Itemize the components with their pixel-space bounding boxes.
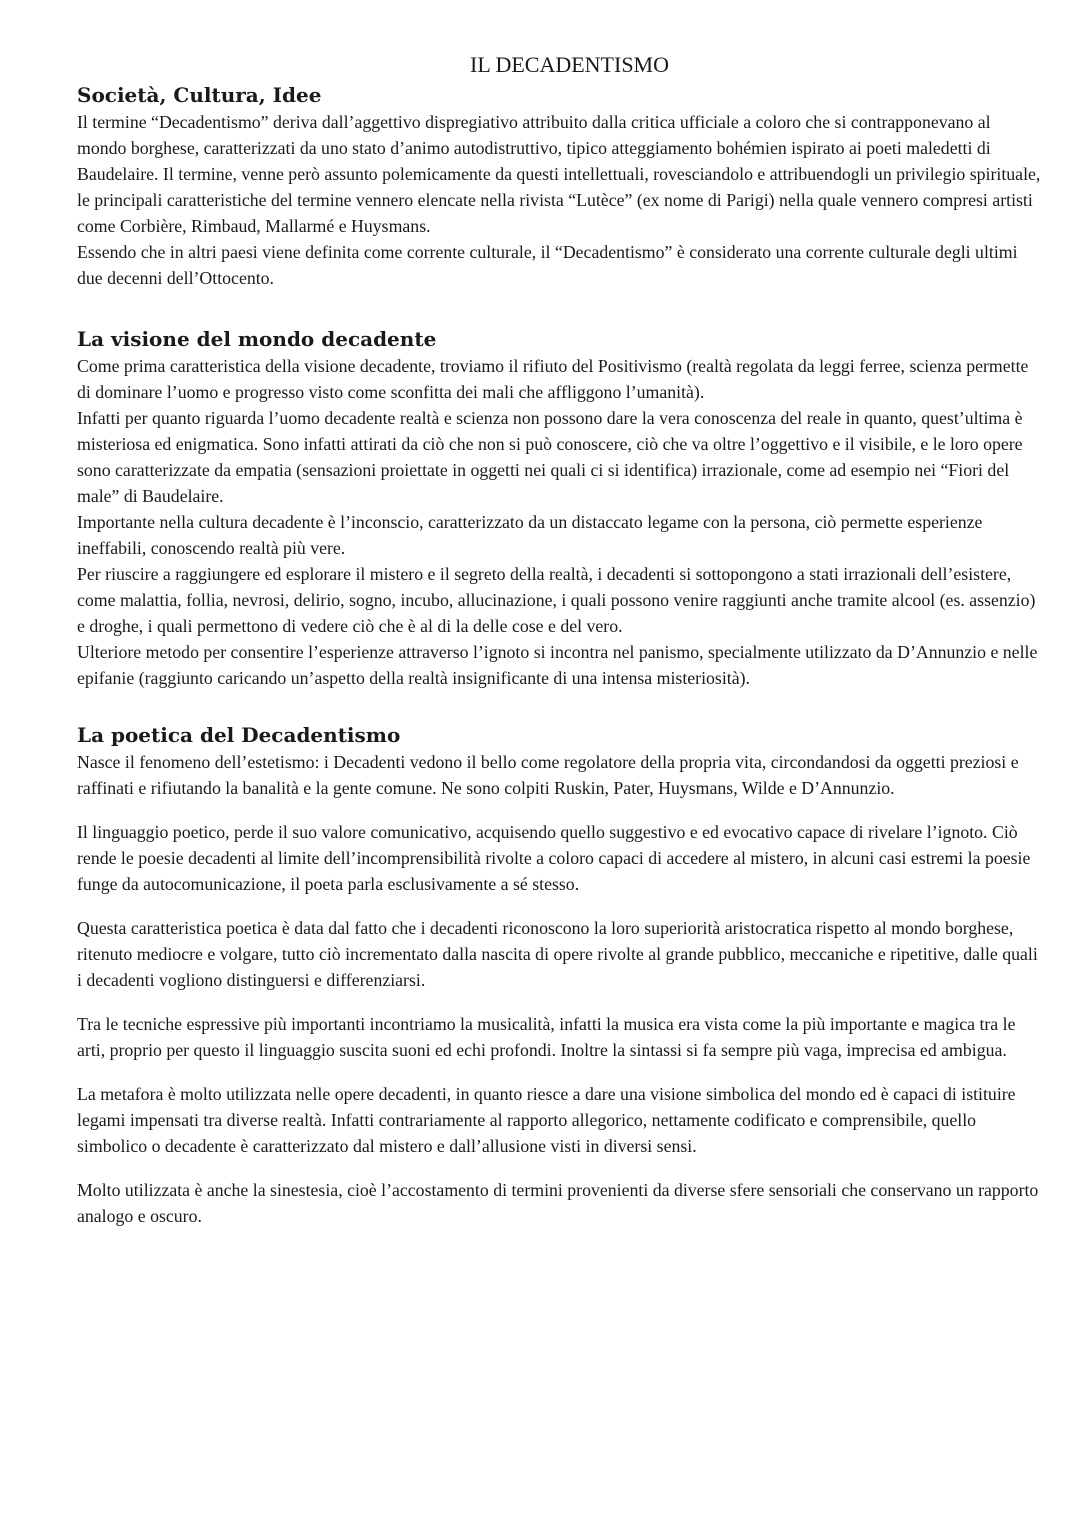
section-heading: La visione del mondo decadente	[77, 327, 437, 351]
paragraph: Nasce il fenomeno dell’estetismo: i Decadenti vedono il bello come regolatore della propria vita, circondandosi da oggetti preziosi e raffinati e rifiutando la banalità e la gente comune. Ne sono colpiti Ruskin, Pater, Huysmans, Wilde e D’Annunzio.	[77, 752, 1019, 798]
paragraph: Infatti per quanto riguarda l’uomo decadente realtà e scienza non possono dare la vera conoscenza del reale in quanto, quest’ultima è misteriosa ed enigmatica. Sono infatti attirati da ciò che non si può conoscere, ciò che va oltre l’oggettivo e il visibile, e le loro opere sono caratterizzate da empatia (sensazioni proiettate in oggetti nei quali ci si identifica) irrazionale, come ad esempio nei “Fiori del male” di Baudelaire.	[77, 408, 1023, 506]
paragraph: La metafora è molto utilizzata nelle opere decadenti, in quanto riesce a dare una visione simbolica del mondo ed è capaci di istituire legami impensati tra diverse realtà. Infatti contrariamente al rapporto allegorico, nettamente codificato e comprensibile, quello simbolico o decadente è caratterizzato dal mistero e dall’allusione visti in diversi sensi.	[77, 1084, 1016, 1156]
paragraph: Importante nella cultura decadente è l’inconscio, caratterizzato da un distaccato legame con la persona, ciò permette esperienze ineffabili, conoscendo realtà più vere.	[77, 512, 983, 558]
document-title: IL DECADENTISMO	[470, 52, 669, 77]
document-page	[77, 52, 1042, 1229]
paragraph: Come prima caratteristica della visione decadente, troviamo il rifiuto del Positivismo (realtà regolata da leggi ferree, scienza permette di dominare l’uomo e progresso visto come sconfitta dei mali che affliggono l’umanità).	[77, 356, 1029, 402]
section-societa-cultura-idee	[77, 81, 1042, 291]
section-heading: Società, Cultura, Idee	[77, 83, 322, 107]
paragraph: Essendo che in altri paesi viene definita come corrente culturale, il “Decadentismo” è considerato una corrente culturale degli ultimi due decenni dell’Ottocento.	[77, 242, 1018, 288]
section-visione-mondo-decadente	[77, 325, 1042, 691]
paragraph: Il linguaggio poetico, perde il suo valore comunicativo, acquisendo quello suggestivo e ed evocativo capace di rivelare l’ignoto. Ciò rende le poesie decadenti al limite dell’incomprensibilità rivolte a coloro capaci di accedere al mistero, in alcuni casi estremi la poesie funge da autocomunicazione, il poeta parla esclusivamente a sé stesso.	[77, 822, 1031, 894]
section-poetica-decadentismo	[77, 721, 1042, 1229]
paragraph: Il termine “Decadentismo” deriva dall’aggettivo dispregiativo attribuito dalla critica ufficiale a coloro che si contrapponevano al mondo borghese, caratterizzati da uno stato d’animo autodistruttivo, tipico atteggiamento bohémien ispirato ai poeti maledetti di Baudelaire. Il termine, venne però assunto polemicamente da questi intellettuali, rovesciandolo e attribuendogli un privilegio spirituale, le principali caratteristiche del termine vennero elencate nella rivista “Lutèce” (ex nome di Parigi) nella quale vennero compresi artisti come Corbière, Rimbaud, Mallarmé e Huysmans.	[77, 112, 1041, 236]
paragraph: Molto utilizzata è anche la sinestesia, cioè l’accostamento di termini provenienti da diverse sfere sensoriali che conservano un rapporto analogo e oscuro.	[77, 1180, 1039, 1226]
paragraph: Per riuscire a raggiungere ed esplorare il mistero e il segreto della realtà, i decadenti si sottopongono a stati irrazionali dell’esistere, come malattia, follia, nevrosi, delirio, sogno, incubo, allucinazione, i quali possono venire raggiunti anche tramite alcool (es. assenzio) e droghe, i quali permettono di vedere ciò che è al di la delle cose e del vero.	[77, 564, 1036, 636]
paragraph: Tra le tecniche espressive più importanti incontriamo la musicalità, infatti la musica era vista come la più importante e magica tra le arti, proprio per questo il linguaggio suscita suoni ed echi profondi. Inoltre la sintassi si fa sempre più vaga, imprecisa ed ambigua.	[77, 1014, 1016, 1060]
section-heading: La poetica del Decadentismo	[77, 723, 401, 747]
paragraph: Questa caratteristica poetica è data dal fatto che i decadenti riconoscono la loro superiorità aristocratica rispetto al mondo borghese, ritenuto mediocre e volgare, tutto ciò incrementato dalla nascita di opere rivolte al grande pubblico, meccaniche e ripetitive, dalle quali i decadenti vogliono distinguersi e differenziarsi.	[77, 918, 1038, 990]
paragraph: Ulteriore metodo per consentire l’esperienze attraverso l’ignoto si incontra nel panismo, specialmente utilizzato da D’Annunzio e nelle epifanie (raggiunto caricando un’aspetto della realtà insignificante di una intensa misteriosità).	[77, 642, 1038, 688]
